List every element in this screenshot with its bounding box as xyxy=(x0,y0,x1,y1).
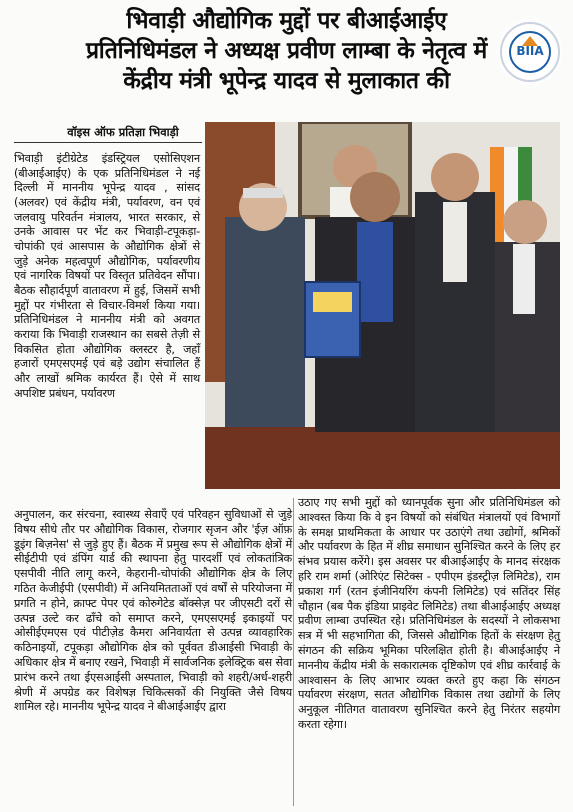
news-photo xyxy=(205,122,560,489)
column-3-text: उठाए गए सभी मुद्दों को ध्यानपूर्वक सुना और प्रतिनिधिमंडल को आश्वस्त किया कि वे इन विषयों को संबंधित मंत्रालयों एवं विभागों के समक्ष प्राथमिकता के आधार पर उठाएंगे तथा उद्योगों, श्रमिकों और पर्यावरण के हित में शीघ्र समाधान सुनिश्चित करने के लिए हर संभव प्रयास करेंगे। इस अवसर पर बीआईआईए के मानद संरक्षक हरि राम शर्मा (ओरिएंट सिटेक्स - एपीएम इंडस्ट्रीज़ लिमिटेड), राम प्रकाश गर्ग (रतन इंजीनियरिंग कंपनी लिमिटेड) एवं सतिंदर सिंह चौहान (बब पैक इंडिया प्राइवेट लिमिटेड) तथा बीआईआईए अध्यक्ष प्रवीण लाम्बा उपस्थित रहे। प्रतिनिधिमंडल के सदस्यों ने लोकसभा सत्र में भी सहभागिता की, जिससे औद्योगिक हितों के संरक्षण हेतु संगठन की सक्रिय भूमिका परिलक्षित होती है। बीआईआईए ने माननीय केंद्रीय मंत्री के सकारात्मक दृष्टिकोण एवं शीघ्र कार्रवाई के आश्वासन के लिए आभार व्यक्त करते हुए कहा कि संगठन पर्यावरण संरक्षण, सतत औद्योगिक विकास तथा उद्योगों के लिए अनुकूल नीतिगत वातावरण सुनिश्चित करने हेतु निरंतर सहयोग करता रहेगा। xyxy=(298,496,560,731)
biia-logo xyxy=(500,22,560,82)
byline-rule xyxy=(14,142,202,143)
article-column-2 xyxy=(14,508,292,715)
article-column-1 xyxy=(14,152,200,401)
logo-text: BIIA xyxy=(516,44,544,58)
column-2-text: अनुपालन, कर संरचना, स्वास्थ्य सेवाएँ एवं परिवहन सुविधाओं से जुड़े विषय सीधे तौर पर औद्योगिक विकास, रोजगार सृजन और 'ईज़ ऑफ़ डूइंग बिज़नेस' से जुड़े हुए हैं। बैठक में प्रमुख रूप से औद्योगिक क्षेत्रों में सीईटीपी एवं डंपिंग यार्ड की स्थापना हेतु पारदर्शी एवं लोकतांत्रिक एसपीवी नीति लागू करने, केहरानी-चोपांकी औद्योगिक क्षेत्र के लिए गठित केजीईपी (एसपीवी) में अनियमितताओं एवं वर्षों से परियोजना में प्रगति न होने, क्राफ्ट पेपर एवं कोरुगेटेड बॉक्सेज़ पर जीएसटी दरों से उत्पन्न उल्टे कर ढाँचे को समाप्त करने, एमएसएमई इकाइयों पर ओसीईएमएस एवं पीटीज़ेड कैमरा अनिवार्यता से उत्पन्न व्यावहारिक कठिनाइयों, टपूकड़ा औद्योगिक क्षेत्र को पूर्ववत डीआईसी भिवाड़ी के अधिकार क्षेत्र में बनाए रखने, भिवाड़ी में सार्वजनिक इलेक्ट्रिक बस सेवा प्रारंभ करने तथा ईएसआईसी अस्पताल, भिवाड़ी को शहरी/अर्ध-शहरी श्रेणी में अपग्रेड कर विशेषज्ञ चिकित्सकों की नियुक्ति जैसे विषय शामिल रहे। माननीय भूपेन्द्र यादव ने बीआईआईए द्वारा xyxy=(14,508,292,714)
article-column-3 xyxy=(298,496,560,733)
headline-line-3: केंद्रीय मंत्री भूपेन्द्र यादव से मुलाकात की xyxy=(123,68,450,94)
byline: वॉइस ऑफ प्रतिज्ञा भिवाड़ी xyxy=(67,125,179,139)
photo-illustration xyxy=(205,122,560,489)
column-1-text: भिवाड़ी इंटीग्रेटेड इंडस्ट्रियल एसोसिएशन (बीआईआईए) के एक प्रतिनिधिमंडल ने नई दिल्ली में माननीय भूपेन्द्र यादव , सांसद (अलवर) एवं केंद्रीय मंत्री, पर्यावरण, वन एवं जलवायु परिवर्तन मंत्रालय, भारत सरकार, से उनके आवास पर भेंट कर भिवाड़ी-टपूकड़ा-चोपांकी एवं आसपास के औद्योगिक क्षेत्रों से जुड़े अनेक महत्वपूर्ण औद्योगिक, पर्यावरणीय एवं नागरिक विषयों पर विस्तृत प्रतिवेदन सौंपा। बैठक सौहार्दपूर्ण वातावरण में हुई, जिसमें सभी मुद्दों पर गंभीरता से विचार-विमर्श किया गया। प्रतिनिधिमंडल ने माननीय मंत्री को अवगत कराया कि भिवाड़ी राजस्थान का सबसे तेज़ी से विकसित होता औद्योगिक क्लस्टर है, जहाँ हजारों एमएसएमई एवं बड़े उद्योग संचालित हैं और लाखों श्रमिक कार्यरत हैं। ऐसे में साथ अपशिष्ट प्रबंधन, पर्यावरण xyxy=(14,152,200,400)
headline-line-2: प्रतिनिधिमंडल ने अध्यक्ष प्रवीण लाम्बा के नेतृत्व में xyxy=(86,38,487,64)
column-divider xyxy=(293,498,294,806)
headline-line-1: भिवाड़ी औद्योगिक मुद्दों पर बीआईआईए xyxy=(126,8,447,34)
headline xyxy=(0,0,573,96)
